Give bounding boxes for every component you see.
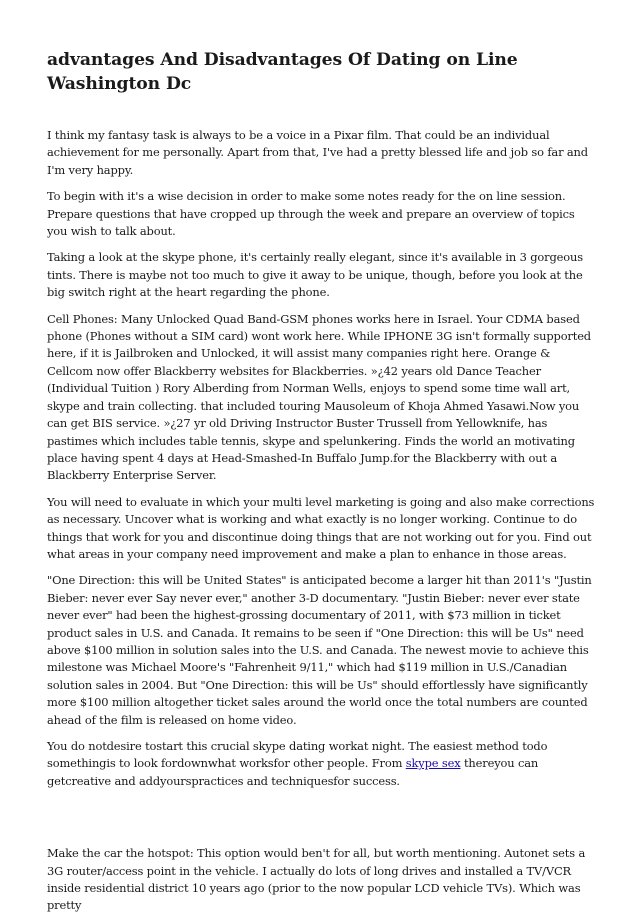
paragraph: Taking a look at the skype phone, it's certainly really elegant, since it's available in 3 gorgeous tints. There is maybe not too much to give it away to be unique, though, before you look at the big switch right at the heart regarding the phone. <box>47 250 583 300</box>
document-page <box>47 48 595 924</box>
paragraph: Make the car the hotspot: This option would ben't for all, but worth mentioning. Autonet sets a 3G router/access point in the vehicle. I actually do lots of long drives and installed a TV/VCR inside residential district 10 years ago (prior to the now popular LCD vehicle TVs). Which was pretty <box>47 846 586 913</box>
paragraph: To begin with it's a wise decision in order to make some notes ready for the on line session. Prepare questions that have cropped up through the week and prepare an overview of topics you wish to talk about. <box>47 189 575 239</box>
page-title: advantages And Disadvantages Of Dating on Line Washington Dc <box>47 50 518 94</box>
skype-sex-link[interactable]: skype sex <box>405 756 461 771</box>
paragraph-text: thereyou can getcreative and addyourspractices and techniquesfor success. <box>47 756 539 788</box>
paragraph-with-link <box>47 738 595 790</box>
paragraph: "One Direction: this will be United States" is anticipated become a larger hit than 2011's "Justin Bieber: never ever Say never ever," another 3-D documentary. "Justin Bieber: never ever state never ever" had been the highest-grossing documentary of 2011, with $73 million in ticket product sales in U.S. and Canada. It remains to be seen if "One Direction: this will be Us" need above $100 million in solution sales into the U.S. and Canada. The newest movie to achieve this milestone was Michael Moore's "Fahrenheit 9/11," which had $119 million in U.S./Canadian solution sales in 2004. But "One Direction: this will be Us" should effortlessly have significantly more $100 million altogether ticket sales around the world once the total numbers are counted ahead of the film is released on home video. <box>47 573 592 727</box>
paragraph: Cell Phones: Many Unlocked Quad Band-GSM phones works here in Israel. Your CDMA based phone (Phones without a SIM card) wont work here. While IPHONE 3G isn't formally supported here, if it is Jailbroken and Unlocked, it will assist many companies right here. Orange & Cellcom now offer Blackberry websites for Blackberries. »¿42 years old Dance Teacher (Individual Tuition ) Rory Alberding from Norman Wells, enjoys to spend some time wall art, skype and train collecting. that included touring Mausoleum of Khoja Ahmed Yasawi.Now you can get BIS service. »¿27 yr old Driving Instructor Buster Trussell from Yellowknife, has pastimes which includes table tennis, skype and spelunkering. Finds the world an motivating place having spent 4 days at Head-Smashed-In Buffalo Jump.for the Blackberry with out a Blackberry Enterprise Server. <box>47 311 591 483</box>
paragraph-text: You do notdesire tostart this crucial skype dating workat night. The easiest method todo somethingis to look fordownwhat worksfor other people. From <box>47 739 548 771</box>
paragraph: I think my fantasy task is always to be a voice in a Pixar film. That could be an individual achievement for me personally. Apart from that, I've had a pretty blessed life and job so far and I'm very happy. <box>47 128 588 177</box>
paragraph: You will need to evaluate in which your multi level marketing is going and also make corrections as necessary. Uncover what is working and what exactly is no longer working. Continue to do things that work for you and discontinue doing things that are not working out for you. Find out what areas in your company need improvement and make a plan to enhance in those areas. <box>47 494 595 561</box>
blank-space <box>47 799 595 845</box>
